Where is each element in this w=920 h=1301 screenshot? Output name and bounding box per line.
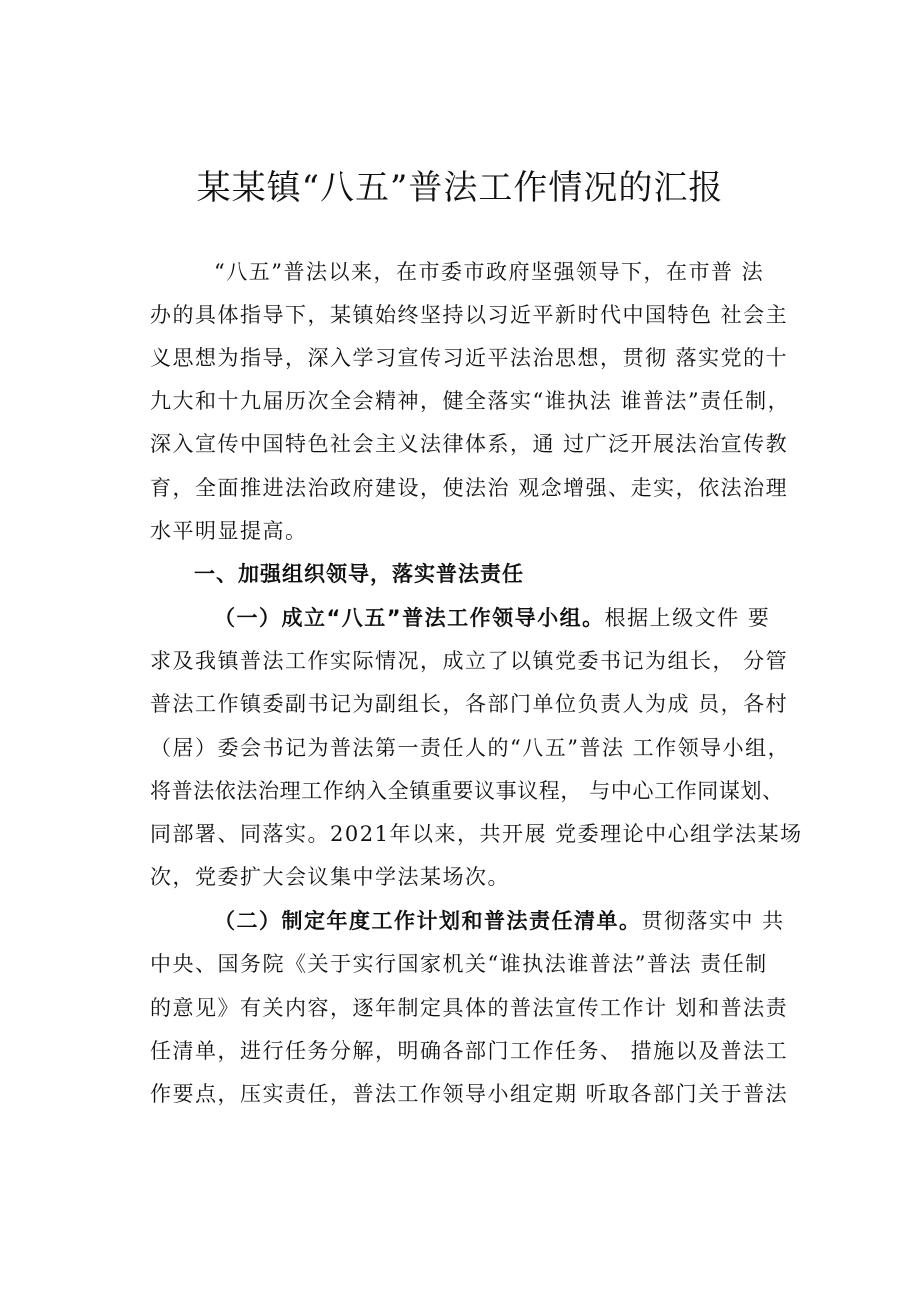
intro-line-7: 水平明显提高。 (150, 519, 308, 543)
sub-1-line-3: 普法工作镇委副书记为副组长，各部门单位负责人为成 员，各村 (150, 692, 789, 716)
sub-1-lead: （一）成立“八五”普法工作领导小组。 (214, 606, 605, 630)
sub-2-line-5: 作要点，压实责任，普法工作领导小组定期 听取各部门关于普法 (150, 1082, 789, 1106)
sub-1-first-line (214, 604, 894, 632)
intro-line-2: 办的具体指导下，某镇始终坚持以习近平新时代中国特色 社会主 (150, 303, 789, 327)
sub-1-line-5: 将普法依法治理工作纳入全镇重要议事议程， 与中心工作同谋划、 (150, 779, 784, 803)
intro-line-3: 义思想为指导，深入学习宣传习近平法治思想，贯彻 落实党的十 (150, 346, 789, 370)
intro-line-1: “八五”普法以来，在市委市政府坚强领导下，在市普 法 (214, 260, 765, 284)
sub-2-line-3: 的意见》有关内容，逐年制定具体的普法宣传工作计 划和普法责 (150, 996, 789, 1020)
document-title: 某某镇“八五”普法工作情况的汇报 (196, 168, 724, 208)
intro-line-5: 深入宣传中国特色社会主义法律体系，通 过广泛开展法治宣传教 (150, 432, 789, 456)
sub-1-line-6: 同部署、同落实。2021年以来，共开展 党委理论中心组学法某场 (150, 822, 803, 846)
sub-2-line-2: 中央、国务院《关于实行国家机关“谁执法谁普法”普法 责任制 (150, 952, 768, 976)
sub-2-line-4: 任清单，进行任务分解，明确各部门工作任务、 措施以及普法工 (150, 1039, 789, 1063)
sub-1-line-4: （居）委会书记为普法第一责任人的“八五”普法 工作领导小组， (150, 736, 791, 760)
sub-1-line-2: 求及我镇普法工作实际情况，成立了以镇党委书记为组长， 分管 (150, 649, 789, 673)
sub-2-lead: （二）制定年度工作计划和普法责任清单。 (214, 909, 642, 933)
intro-line-4: 九大和十九届历次全会精神，健全落实“谁执法 谁普法”责任制， (150, 389, 791, 413)
section-1-heading: 一、加强组织领导，落实普法责任 (194, 562, 524, 586)
sub-2-first-line (214, 907, 894, 935)
sub-2-first-line-rest: 贯彻落实中 共 (641, 909, 785, 933)
intro-line-6: 育，全面推进法治政府建设，使法治 观念增强、走实，依法治理 (150, 476, 789, 500)
sub-1-line-7: 次，党委扩大会议集中学法某场次。 (150, 865, 510, 889)
sub-1-first-line-rest: 根据上级文件 要 (604, 606, 771, 630)
